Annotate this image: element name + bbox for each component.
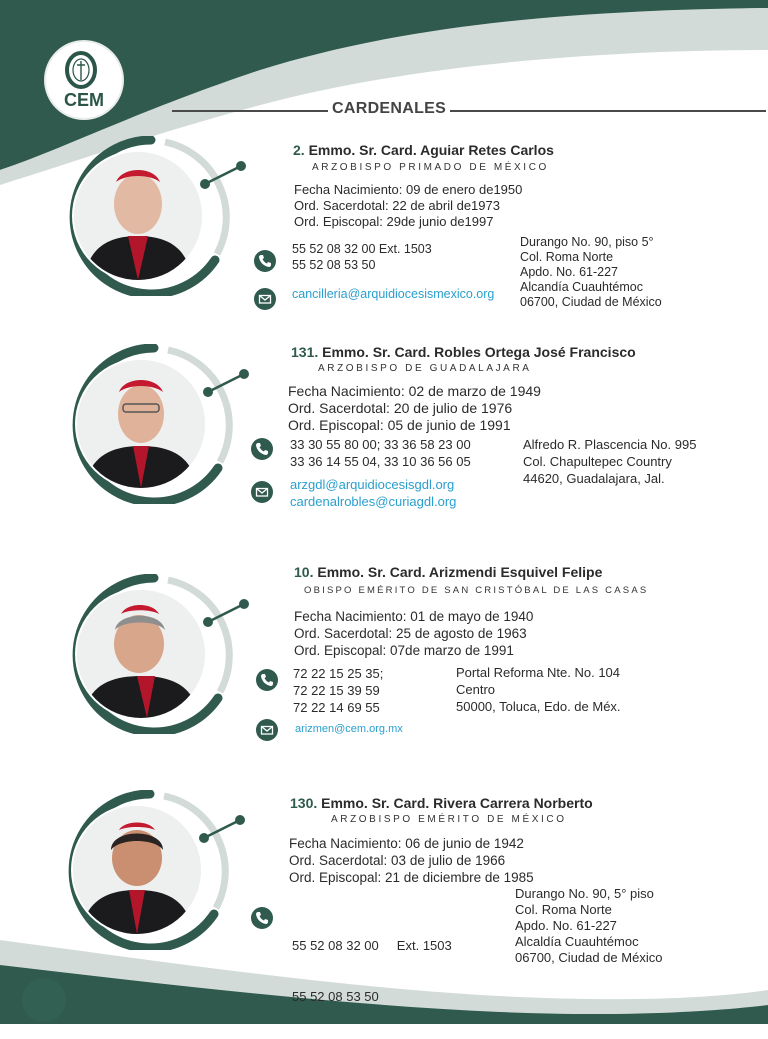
cardinal-email[interactable]: arizmen@cem.org.mx <box>295 723 403 735</box>
phone-icon <box>254 250 276 272</box>
cardinal-phones: 55 52 08 32 00 Ext. 1503 55 52 08 53 50 <box>292 242 432 272</box>
cem-logo <box>46 42 122 118</box>
cardinal-role: ARZOBISPO DE GUADALAJARA <box>318 363 532 374</box>
cardinal-portrait <box>73 806 201 934</box>
phone-icon <box>251 438 273 460</box>
mail-icon <box>251 481 273 503</box>
cardinal-dates: Fecha Nacimiento: 09 de enero de1950 Ord. Sacerdotal: 22 de abril de1973 Ord. Episcopal: 29de junio de1997 <box>294 182 523 229</box>
section-title: CARDENALES <box>328 100 450 118</box>
cardinal-role: ARZOBISPO PRIMADO DE MÉXICO <box>312 162 549 173</box>
phone-icon <box>251 907 273 929</box>
portrait-image <box>74 152 202 280</box>
phone-icon <box>256 669 278 691</box>
cardinal-portrait <box>77 590 205 718</box>
cardinal-address: Alfredo R. Plascencia No. 995 Col. Chapultepec Country 44620, Guadalajara, Jal. <box>523 437 697 486</box>
cardinal-phones: 33 30 55 80 00; 33 36 58 23 00 33 36 14 55 04, 33 10 36 56 05 <box>290 437 471 469</box>
cem-logo-icon <box>61 50 101 90</box>
mail-icon <box>256 719 278 741</box>
portrait-image <box>77 590 205 718</box>
cardinal-dates: Fecha Nacimiento: 02 de marzo de 1949 Ord. Sacerdotal: 20 de julio de 1976 Ord. Episcopal: 05 de junio de 1991 <box>288 383 541 433</box>
cardinal-email[interactable]: cancilleria@arquidiocesismexico.org <box>292 287 495 301</box>
cardinal-name: 131. Emmo. Sr. Card. Robles Ortega José Francisco <box>291 344 636 360</box>
title-rule-right <box>444 110 766 112</box>
cardinal-portrait <box>77 360 205 488</box>
cardinal-name: 2. Emmo. Sr. Card. Aguiar Retes Carlos <box>293 142 554 158</box>
cardinal-email[interactable]: arzgdl@arquidiocesisgdl.org cardenalrobles@curiagdl.org <box>290 477 457 509</box>
cardinal-role: ARZOBISPO EMÉRITO DE MÉXICO <box>331 814 567 825</box>
cardinal-portrait <box>74 152 202 280</box>
cardinal-role: OBISPO EMÉRITO DE SAN CRISTÓBAL DE LAS CASAS <box>304 585 649 596</box>
mail-icon <box>254 288 276 310</box>
portrait-image <box>73 806 201 934</box>
cardinal-name: 10. Emmo. Sr. Card. Arizmendi Esquivel Felipe <box>294 564 603 580</box>
cardinal-phones: 55 52 08 32 00 Ext. 1503 55 52 08 53 50 <box>292 938 452 1004</box>
portrait-image <box>77 360 205 488</box>
logo-text: CEM <box>64 90 104 110</box>
cardinal-dates: Fecha Nacimiento: 06 de junio de 1942 Ord. Sacerdotal: 03 de julio de 1966 Ord. Episcopal: 21 de diciembre de 1985 <box>289 836 534 885</box>
cardinal-phones: 72 22 15 25 35; 72 22 15 39 59 72 22 14 69 55 <box>293 666 384 715</box>
title-rule-left <box>172 110 328 112</box>
cardinal-address: Portal Reforma Nte. No. 104 Centro 50000, Toluca, Edo. de Méx. <box>456 665 621 714</box>
cardinal-name: 130. Emmo. Sr. Card. Rivera Carrera Norberto <box>290 795 593 811</box>
cardinal-address: Durango No. 90, piso 5° Col. Roma Norte Apdo. No. 61-227 Alcandía Cuauhtémoc 06700, Ciudad de México <box>520 235 662 309</box>
cardinal-address: Durango No. 90, 5° piso Col. Roma Norte Apdo. No. 61-227 Alcaldía Cuauhtémoc 06700, Ciudad de México <box>515 886 663 965</box>
cardinal-dates: Fecha Nacimiento: 01 de mayo de 1940 Ord. Sacerdotal: 25 de agosto de 1963 Ord. Episcopal: 07de marzo de 1991 <box>294 609 534 658</box>
